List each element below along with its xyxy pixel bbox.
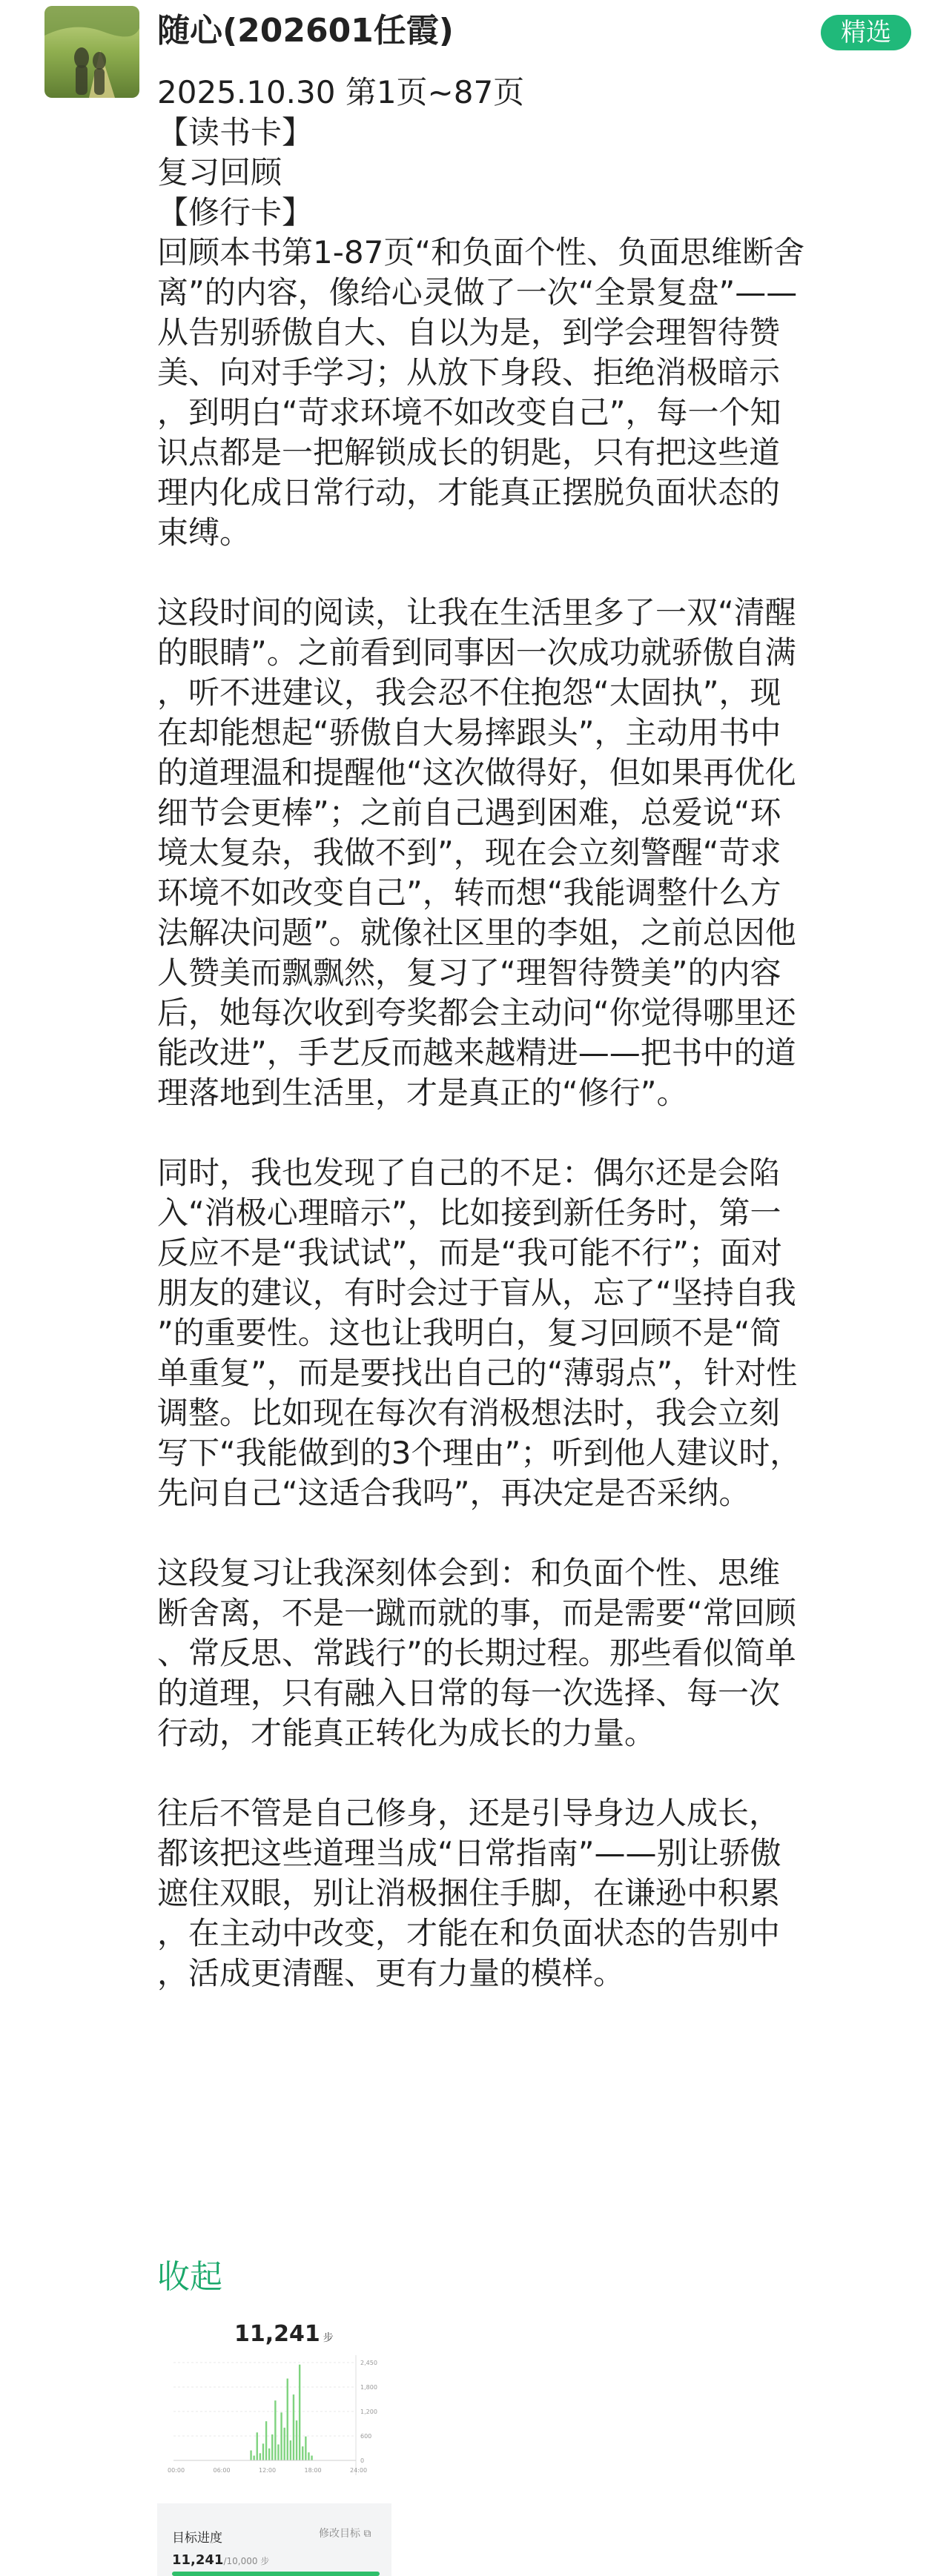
post-line: 的道理，只有融入日常的每一次选择、每一次 — [157, 1675, 781, 1711]
chart-bar — [265, 2421, 267, 2460]
post-line: 人赞美而飘飘然，复习了“理智待赞美”的内容 — [157, 955, 781, 991]
step-chart — [157, 2312, 391, 2503]
post-line: 朋友的建议，有时会过于盲从，忘了“坚持自我 — [157, 1275, 796, 1311]
post-line: 复习回顾 — [157, 154, 282, 190]
chart-xtick-label: 00:00 — [168, 2467, 185, 2474]
post-line: 同时，我也发现了自己的不足：偶尔还是会陷 — [157, 1155, 781, 1191]
goal-value — [172, 2552, 269, 2568]
post-line: 行动，才能真正转化为成长的力量。 — [157, 1715, 656, 1751]
goal-value-number: 11,241 — [172, 2552, 224, 2568]
step-count-unit: 步 — [323, 2332, 334, 2344]
post-line: 环境不如改变自己”，转而想“我能调整什么方 — [157, 874, 781, 911]
post-paragraph — [157, 593, 912, 1113]
edit-goal-link[interactable] — [319, 2526, 371, 2540]
post-line: 写下“我能做到的3个理由”；听到他人建议时， — [157, 1435, 801, 1471]
chart-bar — [257, 2432, 258, 2460]
avatar[interactable] — [44, 6, 139, 98]
post-line: 识点都是一把解锁成长的钥匙，只有把这些道 — [157, 434, 781, 471]
chart-bar — [271, 2434, 273, 2460]
post-line: 单重复”，而是要找出自己的“薄弱点”，针对性 — [157, 1355, 798, 1391]
post-line: 法解决问题”。就像社区里的李姐，之前总因他 — [157, 914, 796, 951]
post-line: 理落地到生活里，才是真正的“修行”。 — [157, 1075, 688, 1111]
post-line: 理内化成日常行动，才能真正摆脱负面状态的 — [157, 474, 781, 511]
post-line: 回顾本书第1-87页“和负面个性、负面思维断舍 — [157, 234, 805, 270]
chart-xtick-label: 18:00 — [304, 2467, 322, 2474]
chart-bar — [250, 2451, 251, 2460]
chart-bar — [308, 2452, 309, 2460]
chart-bar — [302, 2446, 303, 2460]
chart-bar — [290, 2440, 291, 2460]
post-content — [157, 73, 912, 2034]
post-line: 断舍离，不是一蹴而就的事，而是需要“常回顾 — [157, 1595, 796, 1631]
username[interactable]: 随心(202601任霞) — [157, 12, 454, 50]
chart-bar — [253, 2456, 254, 2460]
chart-bar — [260, 2453, 261, 2460]
goal-target: /10,000 步 — [223, 2556, 270, 2566]
post-line: 从告别骄傲自大、自以为是，到学会理智待赞 — [157, 314, 781, 351]
goal-label: 目标进度 — [172, 2531, 222, 2546]
external-link-icon: ⧉ — [363, 2528, 371, 2540]
chart-bar — [268, 2449, 270, 2460]
avatar-image — [44, 6, 139, 98]
post-line: 束缚。 — [157, 514, 251, 551]
goal-progress-bar — [172, 2572, 380, 2576]
post-line: 这段时间的阅读，让我在生活里多了一双“清醒 — [157, 594, 796, 631]
collapse-button[interactable]: 收起 — [157, 2258, 222, 2296]
goal-panel — [157, 2503, 391, 2576]
post-paragraph — [157, 73, 912, 553]
chart-bar — [311, 2456, 312, 2460]
post-line: 的道理温和提醒他“这次做得好，但如果再优化 — [157, 754, 796, 791]
chart-bar — [305, 2437, 306, 2460]
chart-bar — [262, 2443, 264, 2460]
chart-bar — [293, 2394, 294, 2460]
post-line: 反应不是“我试试”，而是“我可能不行”；面对 — [157, 1235, 783, 1271]
chart-xtick-label: 12:00 — [259, 2467, 277, 2474]
step-screenshot-card[interactable] — [157, 2312, 391, 2576]
chart-bar — [283, 2428, 285, 2460]
step-count-value: 11,241 — [234, 2321, 320, 2347]
chart-bar — [280, 2412, 282, 2460]
edit-goal-label: 修改目标 — [319, 2528, 360, 2540]
chart-xtick-label: 06:00 — [213, 2467, 231, 2474]
chart-bar — [296, 2420, 297, 2460]
post-line: 的眼睛”。之前看到同事因一次成功就骄傲自满 — [157, 634, 796, 671]
post-line: 这段复习让我深刻体会到：和负面个性、思维 — [157, 1555, 781, 1591]
post-line: 入“消极心理暗示”，比如接到新任务时，第一 — [157, 1195, 781, 1231]
post-line: 细节会更棒”；之前自己遇到困难，总爱说“环 — [157, 794, 781, 831]
post-line: 都该把这些道理当成“日常指南”——别让骄傲 — [157, 1835, 781, 1871]
featured-badge: 精选 — [821, 15, 911, 50]
post-line: 遮住双眼，别让消极捆住手脚，在谦逊中积累 — [157, 1875, 781, 1911]
post-line: ”的重要性。这也让我明白，复习回顾不是“简 — [157, 1315, 781, 1351]
post-line: 能改进”，手艺反而越来越精进——把书中的道 — [157, 1035, 796, 1071]
post-line: ，在主动中改变，才能在和负面状态的告别中 — [157, 1915, 781, 1951]
post-line: 往后不管是自己修身，还是引导身边人成长， — [157, 1795, 781, 1831]
post-line: 【读书卡】 — [157, 114, 314, 150]
chart-ytick-label: 0 — [360, 2457, 365, 2464]
post-paragraph — [157, 1153, 912, 1513]
chart-xtick-label: 24:00 — [350, 2467, 368, 2474]
post-line: 【修行卡】 — [157, 194, 314, 230]
post-line: 境太复杂，我做不到”，现在会立刻警醒“苛求 — [157, 834, 781, 871]
post-line: 先问自己“这适合我吗”，再决定是否采纳。 — [157, 1475, 750, 1511]
post-line: 离”的内容，像给心灵做了一次“全景复盘”—— — [157, 274, 798, 311]
chart-ytick-label: 1,200 — [360, 2409, 377, 2415]
post-line: 调整。比如现在每次有消极想法时，我会立刻 — [157, 1395, 781, 1431]
post-line: ，到明白“苛求环境不如改变自己”，每一个知 — [157, 394, 781, 431]
post-paragraph — [157, 1553, 912, 1753]
post-line: ，听不进建议，我会忍不住抱怨“太固执”，现 — [157, 674, 781, 711]
post-line: 美、向对手学习；从放下身段、拒绝消极暗示 — [157, 354, 781, 391]
post-paragraph — [157, 1793, 912, 1994]
chart-ytick-label: 1,800 — [360, 2384, 377, 2391]
chart-bar — [274, 2400, 276, 2460]
chart-ytick-label: 2,450 — [360, 2360, 377, 2366]
chart-ytick-label: 600 — [360, 2433, 372, 2440]
post-line: 2025.10.30 第1页~87页 — [157, 74, 525, 110]
chart-bar — [287, 2379, 288, 2460]
post-line: ，活成更清醒、更有力量的模样。 — [157, 1955, 625, 1991]
post-line: 在却能想起“骄傲自大易摔跟头”，主动用书中 — [157, 714, 781, 751]
post-line: 后，她每次收到夸奖都会主动问“你觉得哪里还 — [157, 995, 796, 1031]
chart-bar — [299, 2365, 300, 2460]
chart-bar — [277, 2444, 279, 2460]
post-line: 、常反思、常践行”的长期过程。那些看似简单 — [157, 1635, 796, 1671]
